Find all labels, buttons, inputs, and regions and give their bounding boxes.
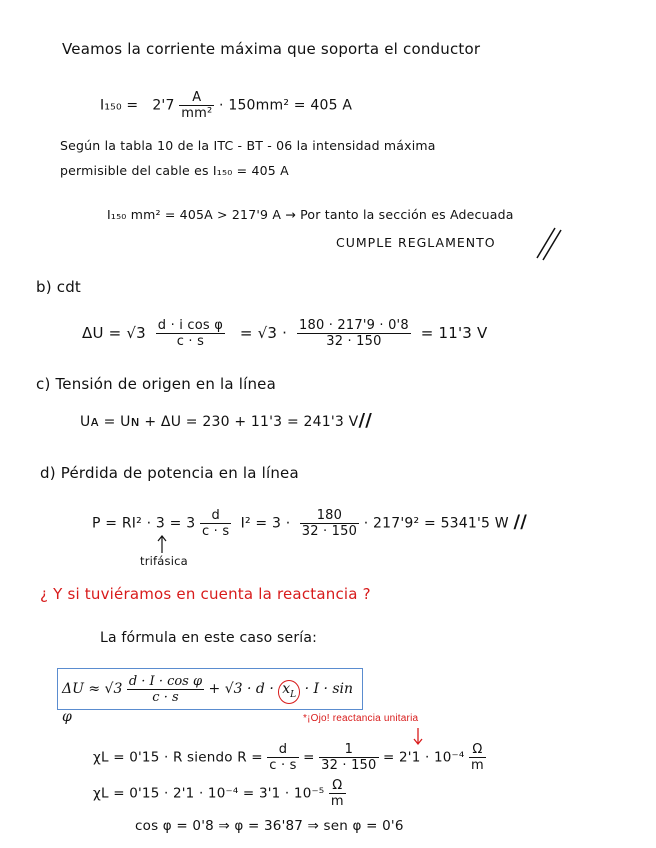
double-slash-icon	[533, 222, 563, 262]
fraction	[469, 742, 486, 773]
text: + √3 · d ·	[208, 681, 274, 697]
fraction	[267, 742, 298, 773]
text-line: cos φ = 0'8 ⇒ φ = 36'87 ⇒ sen φ = 0'6	[135, 818, 404, 834]
text: I² = 3 ·	[240, 515, 291, 532]
text: χL = 0'15 · R siendo R =	[93, 749, 263, 766]
circled-reactance	[278, 680, 300, 704]
text: P = RI² · 3 = 3	[92, 515, 196, 532]
formula-line	[82, 318, 487, 349]
formula-line	[93, 778, 346, 809]
denominator: mm²	[181, 106, 213, 121]
text: ΔU ≈ √3	[62, 681, 123, 697]
reactance-note: *¡Ojo! reactancia unitaria	[303, 713, 419, 724]
text: = √3 ·	[239, 324, 288, 342]
fraction	[329, 778, 346, 809]
text-line: Veamos la corriente máxima que soporta el conductor	[62, 40, 481, 58]
fraction	[156, 318, 225, 349]
fraction	[300, 508, 359, 539]
numerator: 180	[300, 508, 359, 524]
annotation: trifásica	[140, 554, 188, 568]
denominator: c · s	[269, 758, 297, 773]
text-line: CUMPLE REGLAMENTO	[336, 235, 496, 250]
denominator: c · s	[152, 689, 179, 705]
fraction	[179, 90, 214, 121]
fraction	[200, 508, 231, 539]
numerator: A	[179, 90, 214, 106]
text: ΔU = √3	[82, 324, 146, 342]
section-heading: b) cdt	[36, 278, 81, 296]
formula-line	[100, 90, 352, 121]
denominator: 32 · 150	[301, 524, 358, 539]
text-line: I₁₅₀ mm² = 405A > 217'9 A → Por tanto la sección es Adecuada	[107, 207, 514, 222]
text-line: Según la tabla 10 de la ITC - BT - 06 la intensidad máxima	[60, 138, 436, 153]
formula-line: P = RI² · 3 = 3 $\frac{d}{c \cdot s}$ I² = 3 · $\frac{180}{32 \cdot 150}$ · 217'9² = 5341'5 W //	[92, 508, 528, 539]
text: =	[303, 749, 315, 766]
text: 2'7	[152, 97, 175, 114]
text: · 150mm² = 405 A	[219, 97, 353, 114]
denominator: 32 · 150	[326, 334, 382, 349]
fraction	[319, 742, 378, 773]
question-heading: ¿ Y si tuviéramos en cuenta la reactancia ?	[40, 585, 371, 603]
numerator: d · I · cos φ	[128, 673, 203, 689]
fraction	[127, 674, 204, 705]
text: I₁₅₀ =	[100, 97, 139, 114]
text: x	[282, 681, 291, 697]
text: Uᴀ = Uɴ + ΔU = 230 + 11'3 = 241'3 V	[80, 414, 359, 430]
text: · 217'9² = 5341'5 W	[363, 515, 509, 532]
numerator: d	[267, 742, 298, 758]
formula-line: Uᴀ = Uɴ + ΔU = 230 + 11'3 = 241'3 V//	[80, 410, 372, 431]
section-heading: d) Pérdida de potencia en la línea	[40, 464, 299, 482]
subscript: L	[290, 689, 297, 700]
text-line: La fórmula en este caso sería:	[100, 630, 318, 646]
text: = 11'3 V	[420, 324, 488, 342]
numerator: 1	[319, 742, 378, 758]
numerator: Ω	[469, 742, 486, 758]
text-line: permisible del cable es I₁₅₀ = 405 A	[60, 163, 289, 178]
text: · I · sin φ	[62, 681, 354, 725]
section-heading: c) Tensión de origen en la línea	[36, 375, 276, 393]
formula-line	[93, 742, 486, 773]
up-arrow-icon	[156, 534, 168, 554]
numerator: 180 · 217'9 · 0'8	[299, 318, 409, 333]
numerator: Ω	[329, 778, 346, 794]
numerator: d · i cos φ	[157, 318, 223, 333]
denominator: 32 · 150	[321, 758, 377, 773]
denominator: m	[330, 794, 344, 809]
denominator: c · s	[176, 334, 205, 349]
text: = 2'1 · 10⁻⁴	[383, 749, 465, 766]
numerator: d	[200, 508, 231, 524]
denominator: m	[470, 758, 484, 773]
denominator: c · s	[202, 524, 230, 539]
fraction	[297, 318, 411, 349]
text: χL = 0'15 · 2'1 · 10⁻⁴ = 3'1 · 10⁻⁵	[93, 785, 325, 802]
